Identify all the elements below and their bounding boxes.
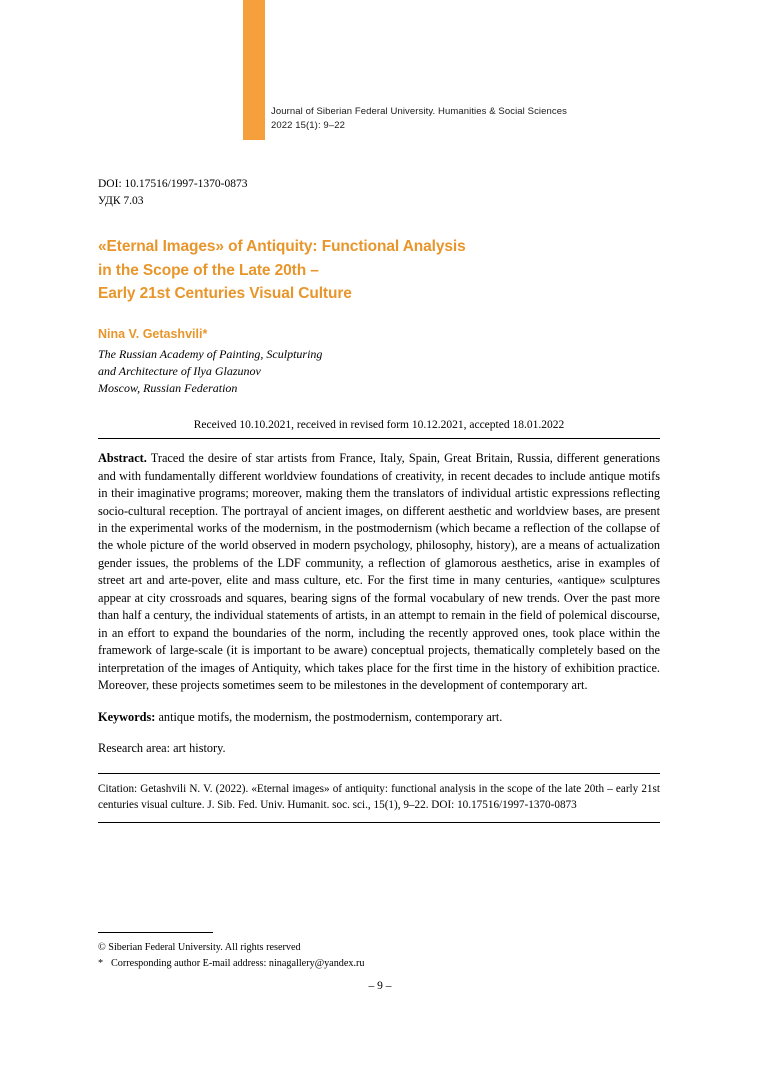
author-name: Nina V. Getashvili*	[98, 327, 208, 342]
citation-text: Citation: Getashvili N. V. (2022). «Eternal images» of antiquity: functional analysis in the scope of the late 20th – early 21st centuries visual culture. J. Sib. Fed. Univ. Humanit. soc. sci., 15(1), 9–22. DOI: 10.17516/1997-1370-0873	[98, 783, 660, 812]
doi-line: DOI: 10.17516/1997-1370-0873	[98, 178, 248, 190]
page-title	[98, 235, 660, 305]
abstract-paragraph	[98, 450, 660, 694]
keywords-text: antique motifs, the modernism, the postmodernism, contemporary art.	[155, 709, 503, 724]
author-affiliation	[98, 346, 660, 397]
corresponding-author-text: Corresponding author E-mail address: ninagallery@yandex.ru	[111, 958, 365, 970]
affiliation-line-1: The Russian Academy of Painting, Sculpturing	[98, 347, 323, 362]
title-line-2: in the Scope of the Late 20th –	[98, 261, 319, 279]
divider-top	[98, 438, 660, 439]
divider-citation-top	[98, 773, 660, 774]
abstract-label: Abstract.	[98, 451, 147, 466]
keywords-label: Keywords:	[98, 709, 156, 724]
copyright-notice: © Siberian Federal University. All rights reserved	[98, 942, 301, 953]
journal-name: Journal of Siberian Federal University. Humanities & Social Sciences	[271, 106, 567, 117]
corresponding-author-note	[98, 956, 660, 972]
affiliation-line-2: and Architecture of Ilya Glazunov	[98, 364, 261, 379]
footnote-marker: *	[98, 958, 104, 970]
research-area: Research area: art history.	[98, 740, 226, 755]
affiliation-line-3: Moscow, Russian Federation	[98, 381, 238, 396]
footnote-divider	[98, 932, 213, 933]
identifier-block	[98, 176, 660, 209]
received-dates: Received 10.10.2021, received in revised form 10.12.2021, accepted 18.01.2022	[193, 419, 565, 432]
title-line-1: «Eternal Images» of Antiquity: Functional Analysis	[98, 238, 466, 256]
page-number: – 9 –	[368, 980, 392, 992]
footnote-block	[98, 940, 660, 973]
divider-citation-bottom	[98, 822, 660, 823]
article-content	[98, 0, 660, 823]
udk-line: УДК 7.03	[98, 194, 144, 207]
journal-issue: 2022 15(1): 9–22	[271, 119, 345, 131]
keywords-paragraph	[98, 709, 660, 726]
abstract-text: Traced the desire of star artists from France, Italy, Spain, Great Britain, Russia, different generations and with fundamentally different worldview foundations of creativity, in recent decades to include antique motifs in their imaginative programs; moreover, making them the translators of individual artistic expressions reflecting socio-cultural reception. The portrayal of ancient images, on different aesthetic and worldview bases, are present in the experimental works of the modernism, in the postmodernism (which became a reflection of the collapse of the whole picture of the world observed in modern psychology, philosophy, history), are a means of actualization gender issues, the problems of the LDF community, a reflection of glamorous aesthetics, arise in examples of street art and arte-pover, elite and mass culture, etc. For the first time in many centuries, «antique» sculptures appear at city crossroads and squares, bearing signs of the formal vocabulary of new trends. Over the past more than half a century, the individual statements of artists, in an attempt to remain in the field of polemical discourse, in an effort to expand the boundaries of the norm, including the recently approved ones, took place within the framework of large-scale (it is important to be aware) conceptual projects, thematically completely based on the interpretation of the images of Antiquity, which takes place for the first time in the history of exhibition practice. Moreover, these projects sometimes seem to be milestones in the development of contemporary art.	[98, 451, 660, 693]
title-line-3: Early 21st Centuries Visual Culture	[98, 284, 352, 302]
